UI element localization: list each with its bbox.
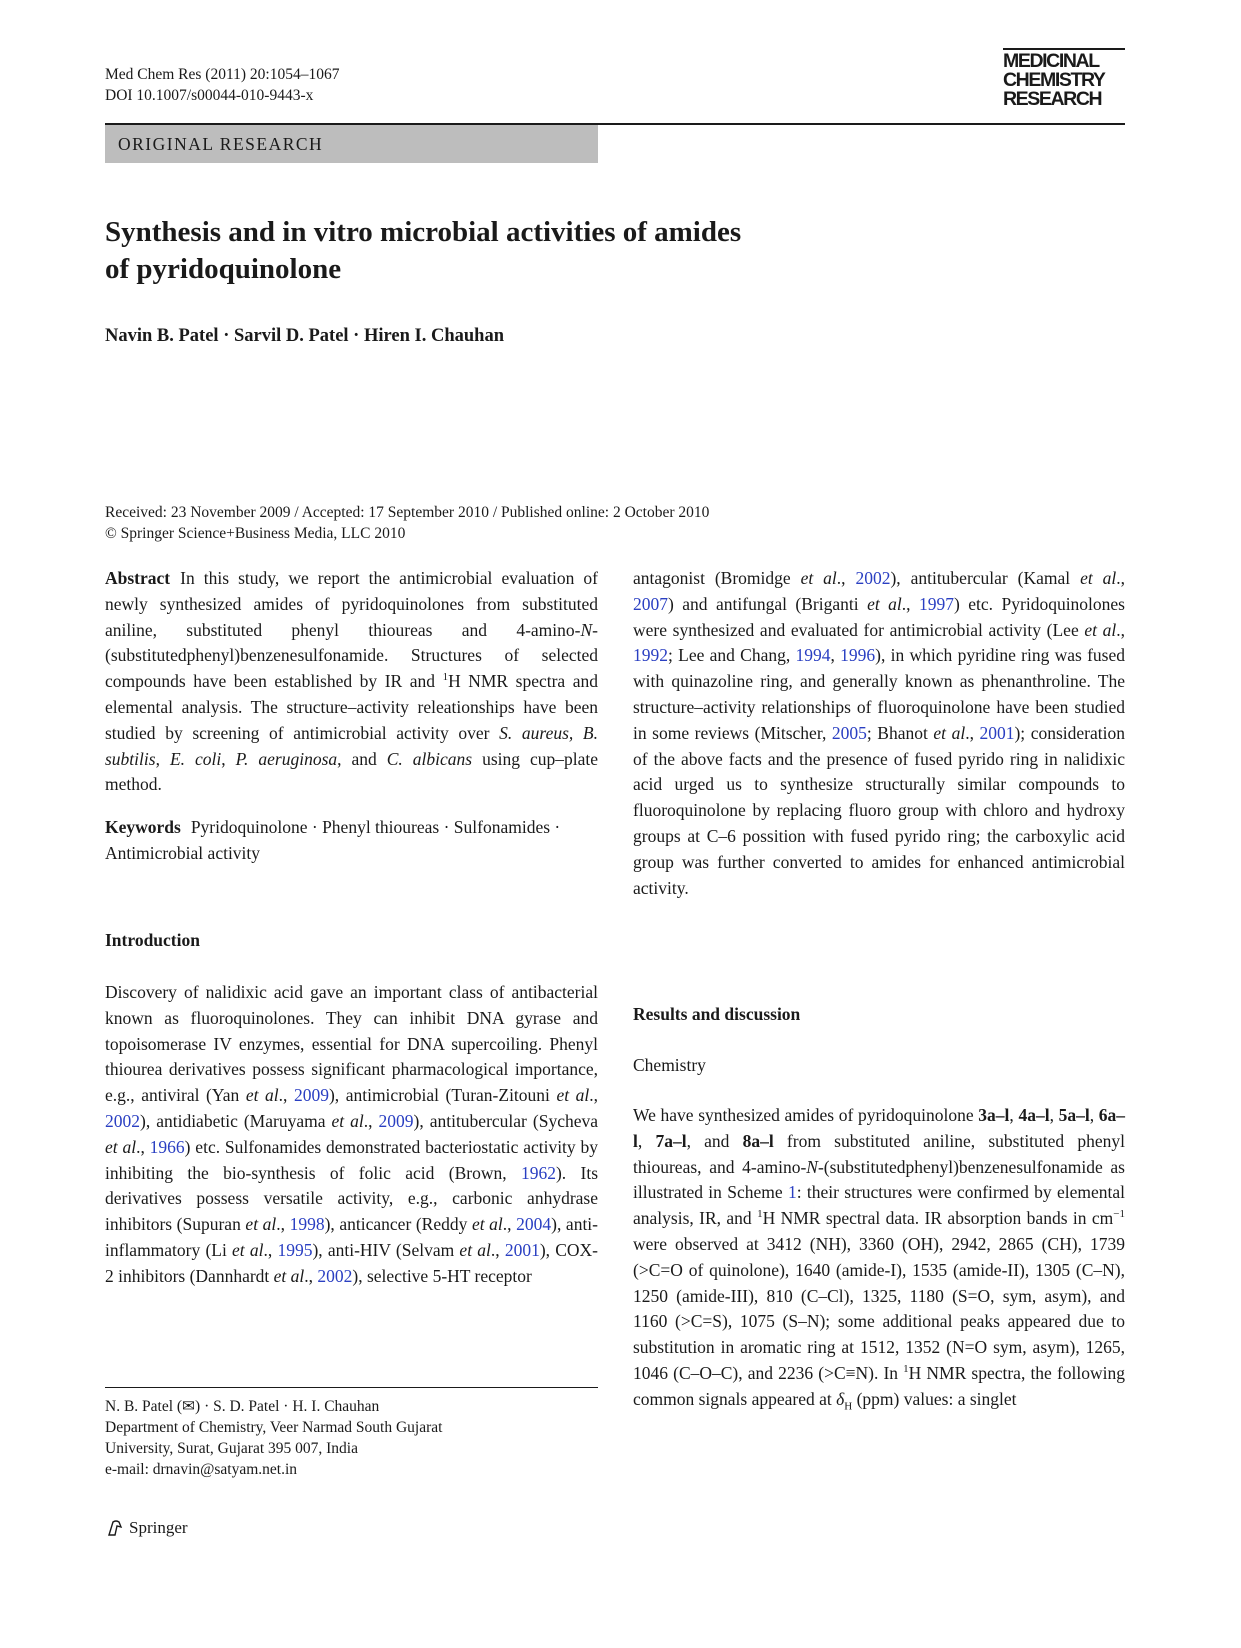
logo-line-3: RESEARCH [1003,88,1102,110]
title-line-2: of pyridoquinolone [105,253,342,285]
keywords-block [105,815,598,867]
keywords-text: Pyridoquinolone · Phenyl thioureas · Sulfonamides · Antimicrobial activity [105,817,561,863]
introduction-heading: Introduction [105,930,200,950]
chemistry-body: We have synthesized amides of pyridoquinolone 3a–l, 4a–l, 5a–l, 6a–l, 7a–l, and 8a–l from substituted aniline, substituted phenyl thioureas, and 4-amino-N-(substitutedphenyl)benzenesulfonamide as illustrated in Scheme 1: their structures were confirmed by elemental analysis, IR, and $^1$H NMR spectral data. IR absorption bands in $cm^{-1}$ were observed at 3412 (NH), 3360 (OH), 2942, 2865 (CH), 1739 (>C=O of quinolone), 1640 (amide-I), 1535 (amide-II), 1305 (C–N), 1250 (amide-III), 810 (C–Cl), 1325, 1180 (S=O, sym, asym), and 1160 (>C=S), 1075 (S–N); some additional peaks appeared due to substitution in aromatic ring at 1512, 1352 (N=O sym, asym), 1265, 1046 (C–O–C), and 2236 (>C≡N). In $^1$H NMR spectra, the following common signals appeared at $\delta_H$ (ppm) values: a singlet [633,1105,1126,1413]
citation-link[interactable]: 2009 [378,1110,414,1131]
logo-line-1: MEDICINAL [1003,50,1099,72]
citation-link[interactable]: 1996 [840,645,876,666]
logo-line-2: CHEMISTRY [1003,69,1105,91]
citation-link[interactable]: 1966 [149,1136,185,1157]
introduction-body: Discovery of nalidixic acid gave an important class of antibacterial known as fluoroquinolones. They can inhibit DNA gyrase and topoisomerase IV enzymes, essential for DNA supercoiling. Phenyl thiourea derivatives possess significant pharmacological importance, e.g., antiviral (Yan et al., 2009), antimicrobial (Turan-Zitouni et al., 2002), antidiabetic (Maruyama et al., 2009), antitubercular (Sycheva et al., 1966) etc. Sulfonamides demonstrated bacteriostatic activity by inhibiting the bio-synthesis of folic acid (Brown, 1962). Its derivatives possess versatile activity, e.g., carbonic anhydrase inhibitors (Supuran et al., 1998), anticancer (Reddy et al., 2004), anti-inflammatory (Li et al., 1995), anti-HIV (Selvam et al., 2001), COX-2 inhibitors (Dannhardt et al., 2002), selective 5-HT receptor [105,982,599,1286]
citation-link[interactable]: 2002 [105,1110,140,1131]
abstract-block [105,566,598,798]
citation-link[interactable]: 2009 [293,1085,329,1106]
citation-link[interactable]: 1997 [919,593,954,614]
citation-link[interactable]: 2002 [855,568,891,588]
section-banner: ORIGINAL RESEARCH [105,125,598,163]
chemistry-subheading: Chemistry [633,1055,706,1075]
springer-horse-icon [105,1518,125,1538]
author-list: Navin B. Patel · Sarvil D. Patel · Hiren I. Chauhan [105,326,504,346]
paper-title [105,214,1005,288]
citation-link[interactable]: 1962 [520,1162,556,1183]
publication-dates [105,502,709,544]
citation-link[interactable]: 2001 [979,722,1015,743]
affiliation-footnote: N. B. Patel (✉) · S. D. Patel · H. I. Chauhan Department of Chemistry, Veer Narmad South Gujarat University, Surat, Gujarat 395 007, India e-mail: drnavin@satyam.net.in [105,1398,443,1478]
footnote-rule [105,1387,598,1388]
citation-link[interactable]: 1998 [289,1214,325,1235]
citation-link[interactable]: 2004 [516,1214,552,1235]
publisher-name: Springer [129,1518,188,1537]
results-heading: Results and discussion [633,1004,801,1024]
citation-link[interactable]: 2007 [633,593,668,614]
citation-link[interactable]: 1994 [795,645,831,666]
citation-link[interactable]: 2005 [831,722,867,743]
publisher-footer [105,1518,188,1538]
received-line: Received: 23 November 2009 / Accepted: 17 September 2010 / Published online: 2 October 2010 [105,504,710,521]
citation-link[interactable]: 1992 [633,645,668,666]
citation-link[interactable]: 2001 [504,1239,540,1260]
citation-link[interactable]: 2002 [317,1265,353,1286]
journal-citation [105,64,340,106]
author-email[interactable]: e-mail: drnavin@satyam.net.in [105,1461,298,1478]
doi-line: DOI 10.1007/s00044-010-9443-x [105,87,314,104]
journal-line: Med Chem Res (2011) 20:1054–1067 [105,66,340,83]
intro-continued: antagonist (Bromidge et al., 2002), antitubercular (Kamal et al., 2007) and antifungal (Briganti et al., 1997) etc. Pyridoquinolones were synthesized and evaluated for antimicrobial activity (Lee et al., 1992; Lee and Chang, 1994, 1996), in which pyridine ring was fused with quinazoline ring, and generally known as phenanthroline. The structure–activity relationships of fluoroquinolone have been studied in some reviews (Mitscher, 2005; Bhanot et al., 2001); consideration of the above facts and the presence of fused pyrido ring in nalidixic acid urged us to synthesize structurally similar compounds to fluoroquinolone by replacing fluoro group with chloro and hydroxy groups at C–6 possition with fused pyrido ring; the carboxylic acid group was further converted to amides for enhanced antimicrobial activity. [633,568,1126,898]
abstract-label: Abstract [105,568,171,588]
citation-link[interactable]: 1995 [277,1239,313,1260]
journal-logo [1003,52,1125,109]
scheme-link[interactable]: 1 [787,1182,797,1203]
copyright-line: © Springer Science+Business Media, LLC 2010 [105,525,406,542]
keywords-label: Keywords [105,817,181,837]
abstract-paragraph: Abstract In this study, we report the antimicrobial evaluation of newly synthesized amides of pyridoquinolones from substituted aniline, substituted phenyl thioureas and 4-amino-N-(substitutedphenyl)benzenesulfonamide. Structures of selected compounds have been established by IR and $^1$H NMR spectra and elemental analysis. The structure–activity releationships have been studied by screening of antimicrobial activity over S. aureus, B. subtilis, E. coli, P. aeruginosa, and C. albicans using cup–plate method. [105,568,599,795]
title-line-1: Synthesis and in vitro microbial activities of amides [105,216,742,248]
